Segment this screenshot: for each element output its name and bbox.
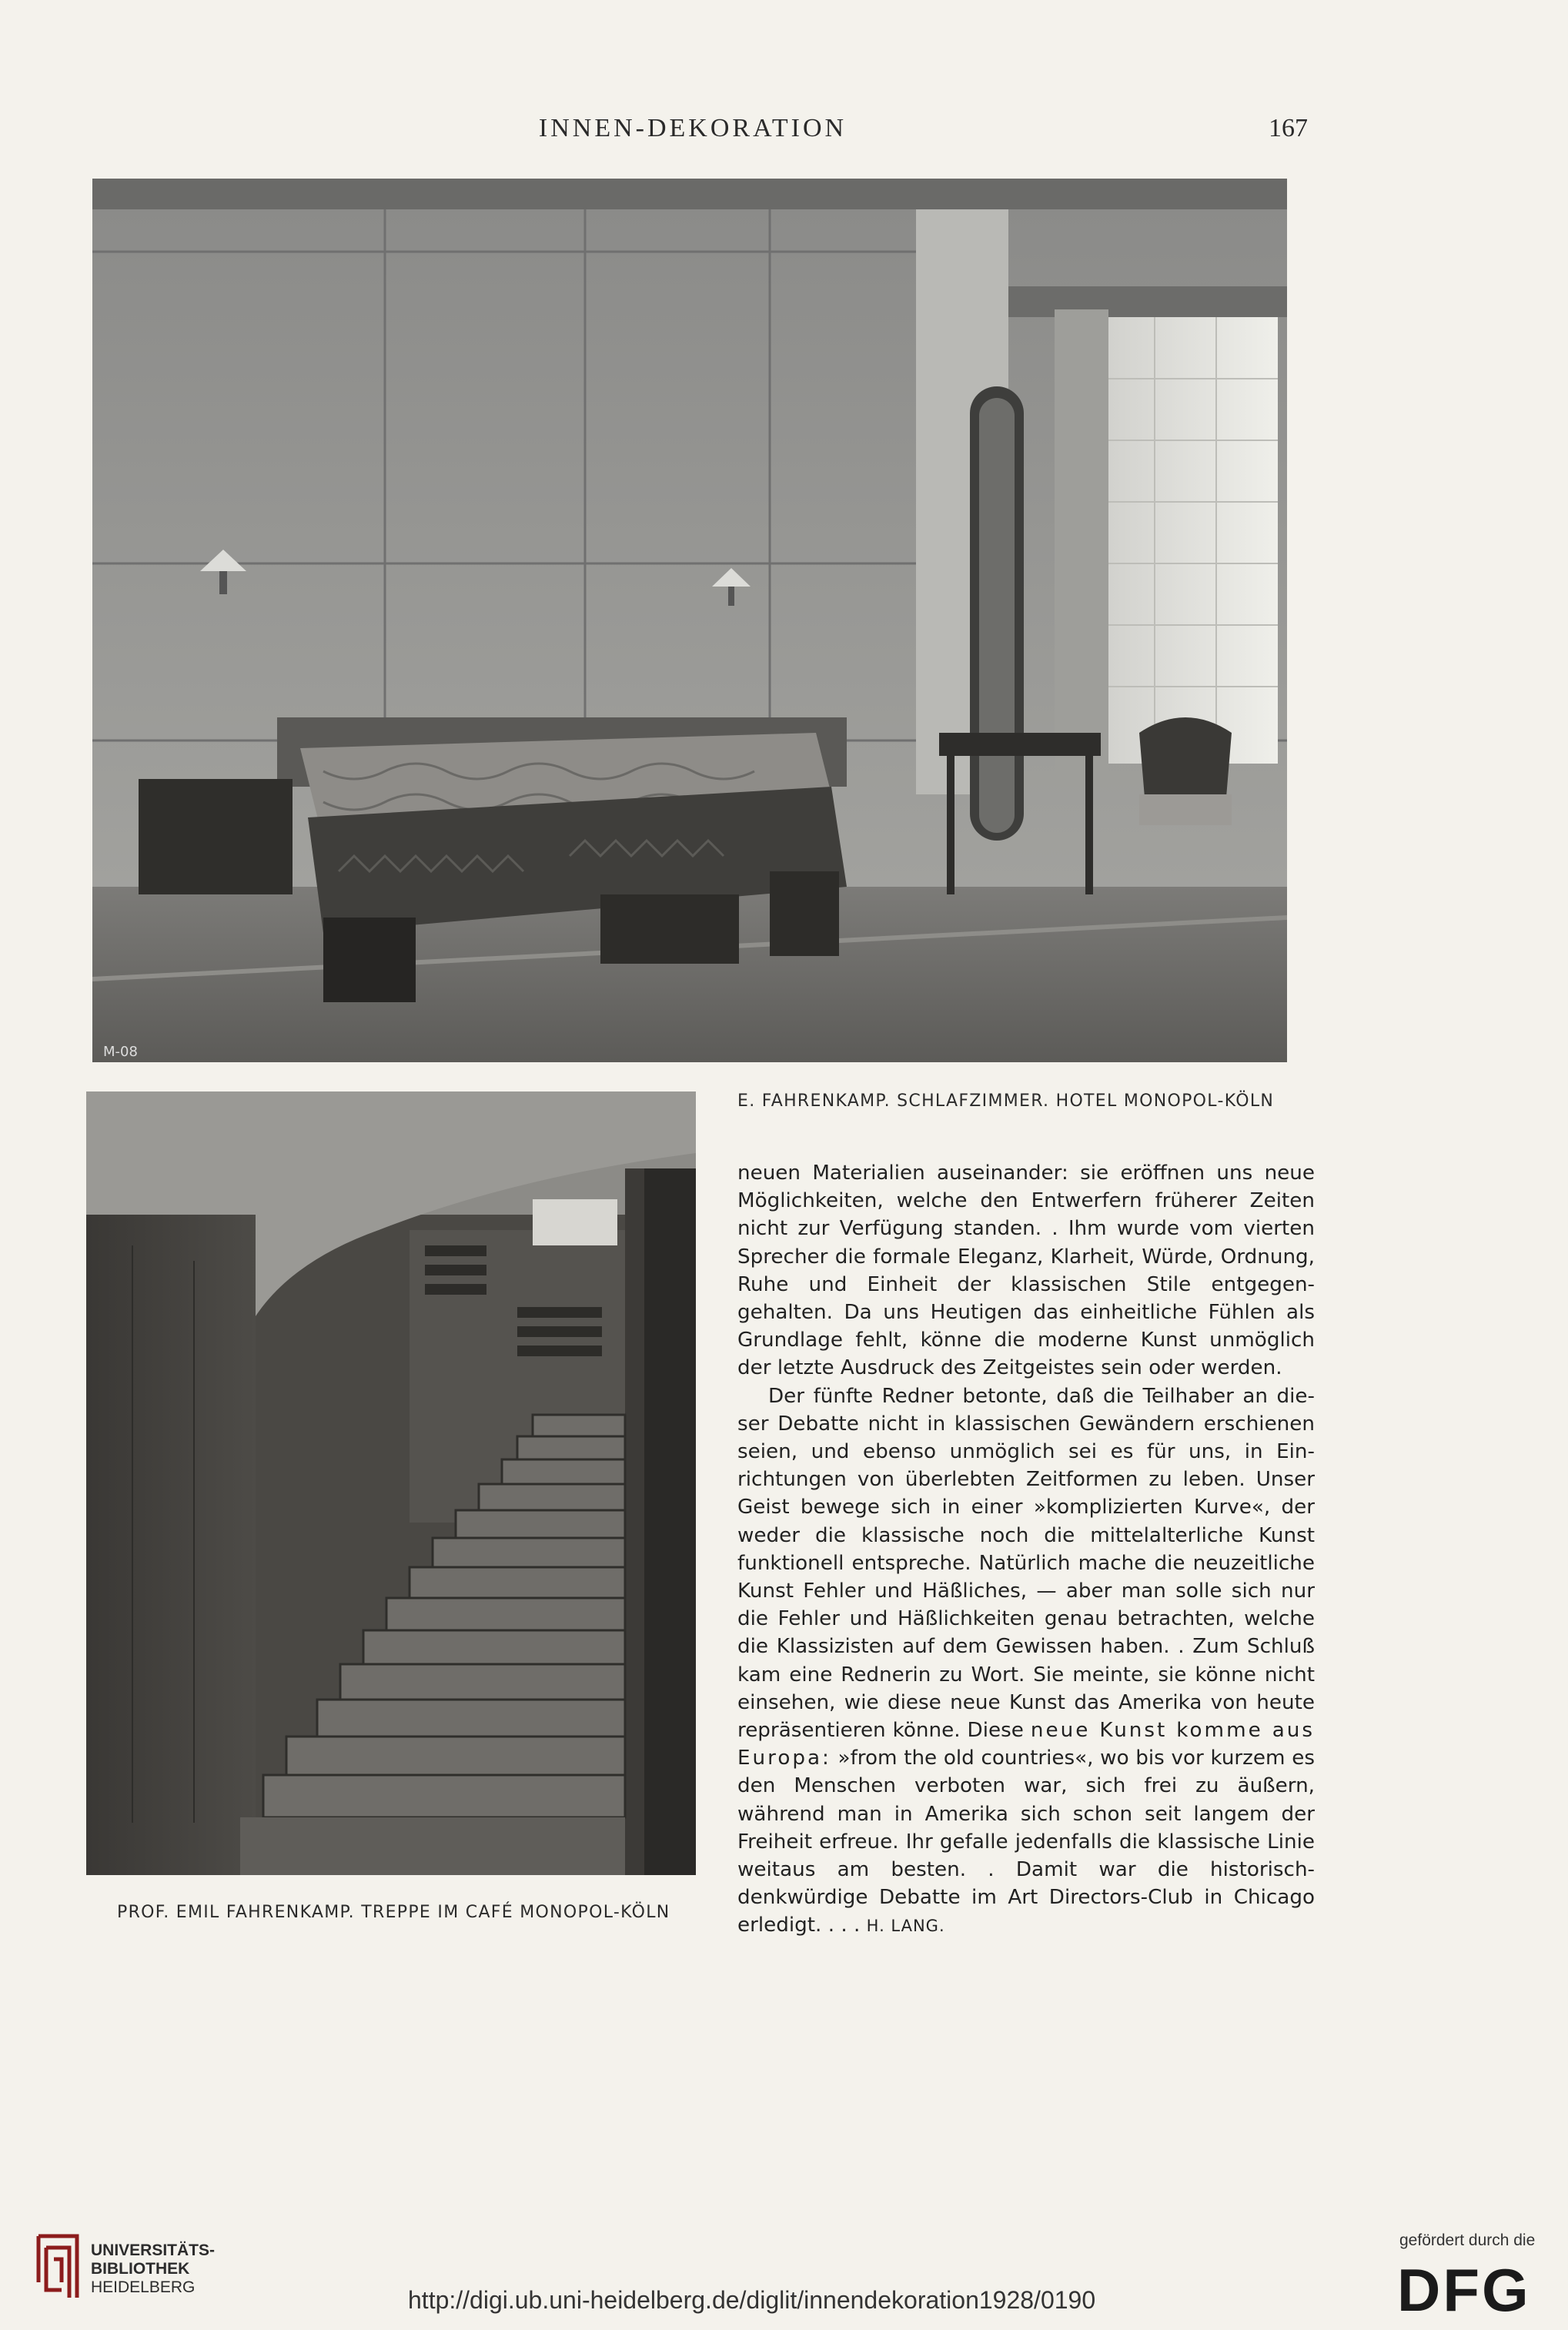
spaced-emphasis: neue Kunst komme aus Europa: — [737, 1719, 1315, 1770]
dfg-logo: DFG — [1397, 2256, 1531, 2324]
staircase-photo-caption: PROF. EMIL FAHRENKAMP. TREPPE IM CAFÉ MONOPOL-KÖLN — [117, 1903, 670, 1922]
library-name-line: BIBLIOTHEK — [91, 2260, 190, 2278]
staircase-photo — [86, 1091, 696, 1875]
library-logo-icon — [31, 2228, 85, 2308]
bedroom-photo — [92, 179, 1287, 1062]
photo-corner-mark: M-08 — [103, 1044, 138, 1060]
library-name-line: UNIVERSITÄTS- — [91, 2241, 216, 2259]
author-signature: H. LANG. — [866, 1917, 945, 1936]
page-number: 167 — [1269, 114, 1308, 142]
staircase-illustration — [86, 1091, 696, 1875]
library-name — [91, 2241, 215, 2297]
article-paragraph: neuen Materialien auseinander: sie eröffnen uns neue Möglichkeiten, welche den Entwerfern früherer Zeiten nicht zur Verfügung standen. . Ihm wurde vom vierten Sprecher die formale Eleganz, Klarheit, Würde, Ordnung, Ruhe und Einheit der klassischen Stile entgegengehalten. Da uns Heutigen das einheitliche Fühlen als Grundlage fehlt, könne die moderne Kunst unmöglich der letzte Ausdruck des Zeitgeistes sein oder werden. — [737, 1162, 1315, 1380]
funding-note: gefördert durch die — [1399, 2231, 1536, 2249]
article-paragraph — [737, 1382, 1315, 1941]
bedroom-illustration — [92, 179, 1287, 1062]
article-text: Der fünfte Redner betonte, daß die Teilhaber an dieser Debatte nicht in klassischen Gewändern erschienen seien, und ebenso unmöglich sei es für uns, in Einrichtungen von überlebten Zeitformen zu leben. Unser Geist bewege sich in einer »komplizierten Kurve«, der weder die klassische noch die mittelalterliche Kunst funktionell entspreche. Natürlich mache die neuzeitliche Kunst Fehler und Häßliches, — aber man solle sich nur die Fehler und Häßlichkeiten genau betrachten, welche die Klassizisten auf dem Gewissen haben. . Zum Schluß kam eine Rednerin zu Wort. Sie meinte, sie könne nicht einsehen, wie diese neue Kunst das Amerika von heute repräsentieren könne. Diese — [737, 1384, 1315, 1743]
source-url-link[interactable]: http://digi.ub.uni-heidelberg.de/diglit/innendekoration1928/0190 — [408, 2286, 1096, 2314]
bedroom-photo-caption: E. FAHRENKAMP. SCHLAFZIMMER. HOTEL MONOPOL-KÖLN — [737, 1091, 1275, 1111]
article-body — [737, 1159, 1315, 1941]
library-name-line: HEIDELBERG — [91, 2278, 196, 2296]
running-header-title: INNEN-DEKORATION — [538, 114, 848, 142]
article-text: »from the old countries«, wo bis vor kurzem es den Menschen verboten war, sich frei zu äußern, während man in Amerika sich schon seit langem der Freiheit erfreue. Ihr gefalle jedenfalls die klassische Linie weitaus am besten. . Damit war die historisch-denkwürdige Debatte im Art Directors-Club in Chicago erledigt. . . . — [737, 1747, 1315, 1937]
